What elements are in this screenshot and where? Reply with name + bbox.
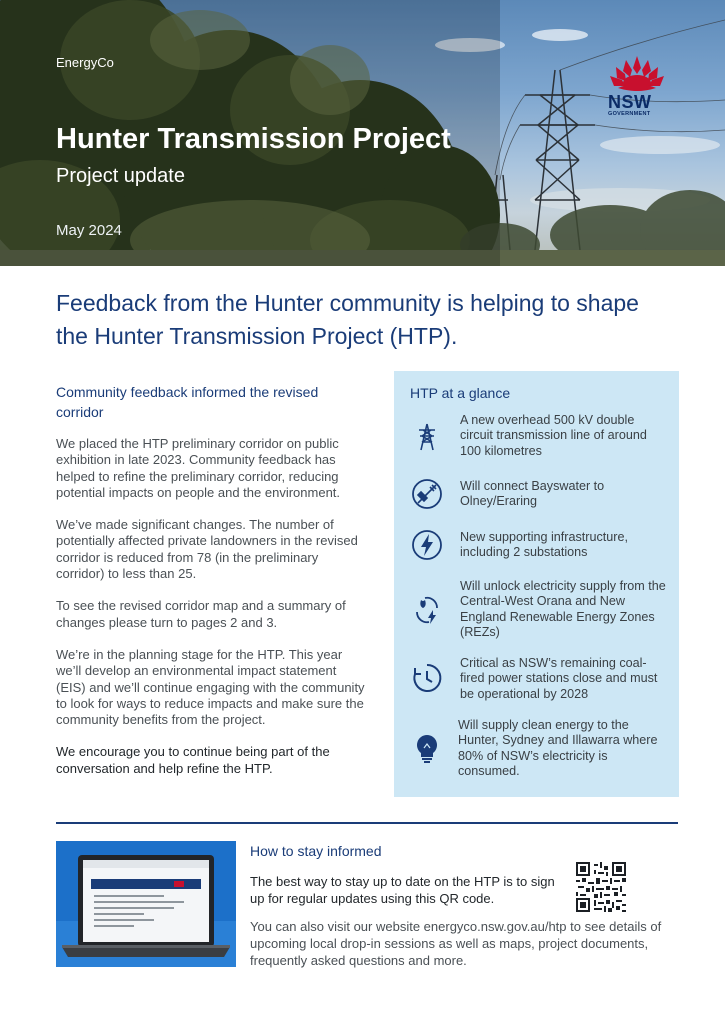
page-subtitle: Project update [56,165,185,187]
closing-statement: We encourage you to continue being part of the conversation and help refine the HTP. [56,744,330,776]
glance-item-text: New supporting infrastructure, including 2 substations [460,530,628,560]
renewable-energy-icon [411,594,443,626]
glance-item-text: Will supply clean energy to the Hunter, Sydney and Illawarra where 80% of NSW’s electricity is consumed. [458,718,658,778]
paragraph-1: We placed the HTP preliminary corridor on public exhibition in late 2023. Community feedback has helped to refine the preliminary corridor, reducing potential impacts on people and the environment. [56,436,341,500]
page-title: Hunter Transmission Project [56,123,451,155]
section-heading: Community feedback informed the revised corridor [56,384,319,420]
glance-item-text: Will unlock electricity supply from the Central-West Orana and New England Renewable Energy Zones (REZs) [460,579,666,639]
headline: Feedback from the Hunter community is helping to shape the Hunter Transmission Project (HTP). [56,290,639,349]
paragraph-4: We’re in the planning stage for the HTP. This year we’ll develop an environmental impact statement (EIS) and we’ll continue engaging with the community to look for ways to reduce impacts and make sure the community benefits from the project. [56,646,365,728]
glance-item-text: Will connect Bayswater to Olney/Eraring [460,479,605,509]
nsw-government-label: GOVERNMENT [608,111,651,117]
hero-banner [0,0,725,266]
section-divider [56,822,678,824]
htp-at-a-glance-panel [394,371,679,797]
plug-connection-icon [411,478,443,510]
paragraph-2: We’ve made significant changes. The number of potentially affected private landowners in the revised corridor is reduced from 78 (in the preliminary corridor) to less than 25. [56,517,358,582]
brand-name: EnergyCo [56,55,114,70]
paragraph-3: To see the revised corridor map and a summary of changes please turn to pages 2 and 3. [56,598,346,630]
glance-heading: HTP at a glance [410,385,511,401]
stay-informed-heading: How to stay informed [250,843,382,859]
clock-icon [411,662,443,694]
hero-text-layer [0,0,725,266]
transmission-tower-icon [411,421,443,453]
stay-informed-lead: The best way to stay up to date on the HTP is to sign up for regular updates using this QR code. [250,874,555,906]
lightbulb-icon [411,732,443,764]
laptop-image [56,841,236,967]
stay-informed-details: You can also visit our website energyco.nsw.gov.au/htp to see details of upcoming local drop-in sessions as well as maps, project documents, frequently asked questions and more. [250,919,662,968]
lightning-bolt-icon [411,529,443,561]
glance-item-text: Critical as NSW’s remaining coal-fired power stations close and must be operational by 2028 [460,656,658,701]
nsw-wordmark: NSW [608,92,652,112]
publication-date: May 2024 [56,222,122,239]
laptop-illustration [56,841,236,967]
glance-item-text: A new overhead 500 kV double circuit transmission line of around 100 kilometres [460,413,647,458]
qr-code-icon[interactable] [576,862,626,912]
left-column [56,382,368,793]
